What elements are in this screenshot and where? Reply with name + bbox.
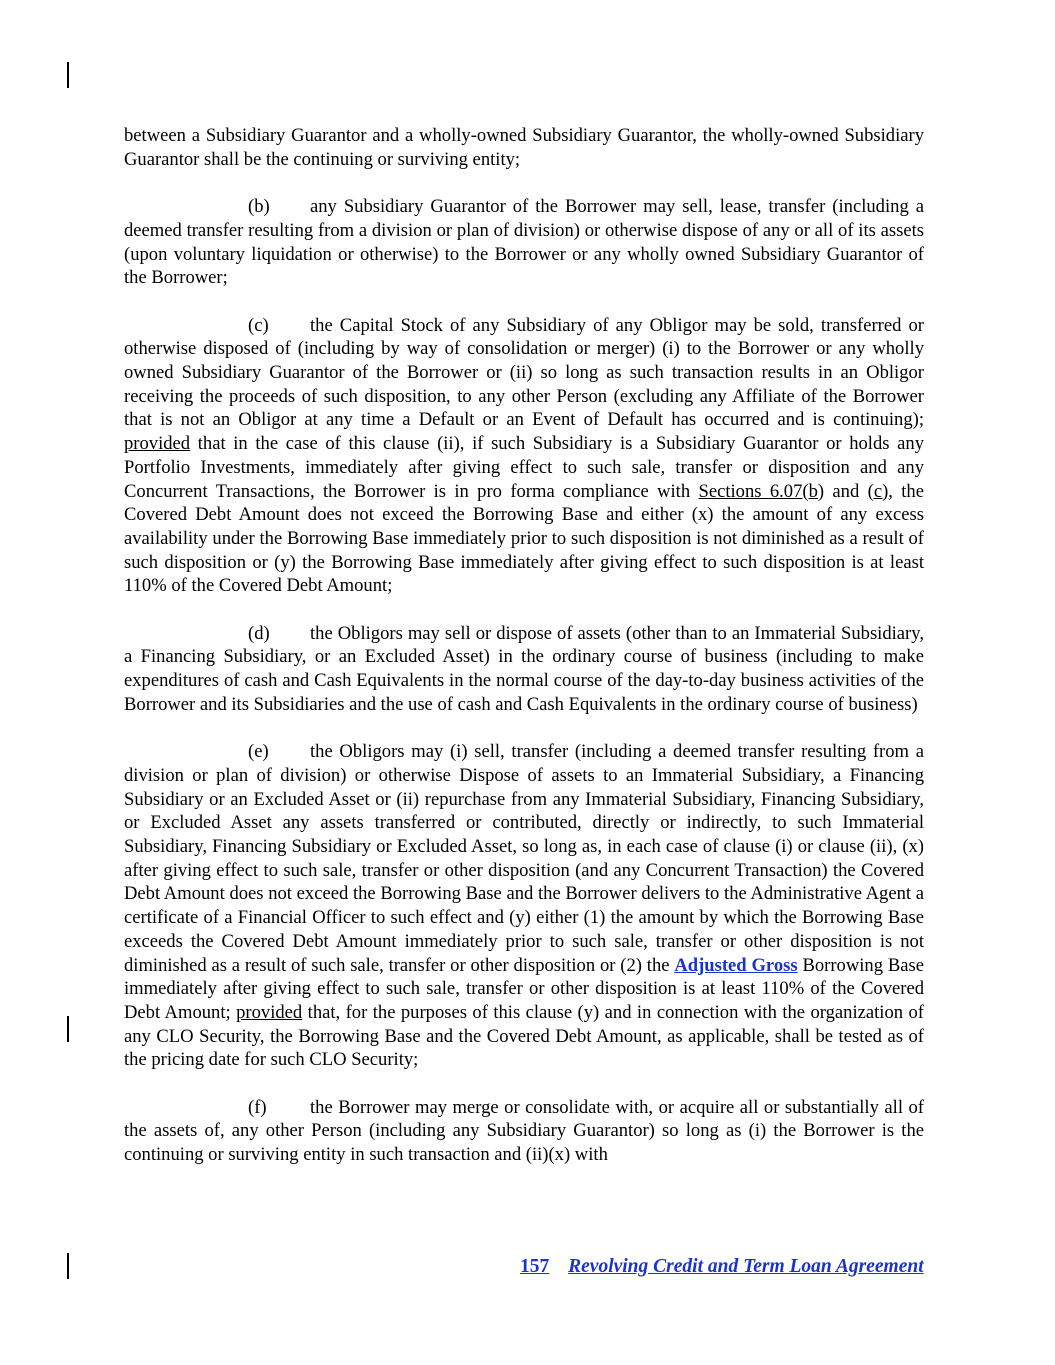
page-footer xyxy=(520,1256,924,1278)
provided-term: provided xyxy=(236,1001,303,1023)
document-body xyxy=(124,124,924,1191)
clause-text: any Subsidiary Guarantor of the Borrower may sell, lease, transfer (including a deemed transfer resulting from a division or plan of division) or otherwise dispose of any or all of its assets (upon voluntary liquidation or otherwise) to the Borrower or any wholly owned Subsidiary Guarantor of the Borrower; xyxy=(124,196,924,289)
clause-label: (d) xyxy=(248,622,270,644)
clause-d xyxy=(124,622,924,717)
clause-text: that, for the purposes of this clause (y) and in connection with the organization of any CLO Security, the Borrowing Base and the Covered Debt Amount, as applicable, shall be tested as of the pricing date for such CLO Security; xyxy=(124,1001,924,1071)
clause-text: , the Covered Debt Amount does not exceed the Borrowing Base and either (x) the amount of any excess availability under the Borrowing Base immediately prior to such disposition is not diminished as a result of such disposition or (y) the Borrowing Base immediately after giving effect to such disposition is at least 110% of the Covered Debt Amount; xyxy=(124,480,924,597)
section-reference: (c) xyxy=(867,480,889,502)
clause-e xyxy=(124,740,924,1072)
clause-label: (f) xyxy=(248,1096,267,1118)
clause-text: Borrowing Base immediately after giving effect to such sale, transfer or other disposition is at least 110% of the Covered Debt Amount; xyxy=(124,954,924,1023)
section-reference: Sections 6.07(b) xyxy=(698,480,825,502)
change-bar xyxy=(67,1016,69,1042)
clause-text: the Obligors may sell or dispose of assets (other than to an Immaterial Subsidiary, a Financing Subsidiary, or an Excluded Asset) in the ordinary course of business (including to make expenditures of cash and Cash Equivalents in the normal course of the day-to-day business activities of the Borrower and its Subsidiaries and the use of cash and Cash Equivalents in the ordinary course of business) xyxy=(124,622,924,715)
clause-c xyxy=(124,314,924,598)
clause-label: (b) xyxy=(248,196,270,218)
clause-text: the Obligors may (i) sell, transfer (including a deemed transfer resulting from a division or plan of division) or otherwise Dispose of assets to an Immaterial Subsidiary, a Financing Subsidiary or an Excluded Asset or (ii) repurchase from any Immaterial Subsidiary, Financing Subsidiary, or Excluded Asset any assets transferred or contributed, directly or indirectly, to such Immaterial Subsidiary, Financing Subsidiary or Excluded Asset, so long as, in each case of clause (i) or clause (ii), (x) after giving effect to such sale, transfer or other disposition (and any Concurrent Transaction) the Covered Debt Amount does not exceed the Borrowing Base and the Borrower delivers to the Administrative Agent a certificate of a Financial Officer to such effect and (y) either (1) the amount by which the Borrowing Base exceeds the Covered Debt Amount immediately prior to such sale, transfer or other disposition is not diminished as a result of such sale, transfer or other disposition or (2) the xyxy=(124,741,924,976)
change-bar xyxy=(67,1253,69,1279)
clause-text: and xyxy=(832,480,860,502)
page-number-link[interactable]: 157 xyxy=(520,1256,550,1277)
continuation-paragraph xyxy=(124,124,924,171)
provided-term: provided xyxy=(124,433,191,455)
change-bar xyxy=(67,62,69,88)
clause-text: the Borrower may merge or consolidate with, or acquire all or substantially all of the assets of, any other Person (including any Subsidiary Guarantor) so long as (i) the Borrower is the continuing or surviving entity in such transaction and (ii)(x) with xyxy=(124,1096,924,1166)
document-title-link[interactable]: Revolving Credit and Term Loan Agreement xyxy=(568,1256,924,1277)
clause-text: that in the case of this clause (ii), if such Subsidiary is a Subsidiary Guarantor or holds any Portfolio Investments, immediately after giving effect to such sale, transfer or disposition and any Concurrent Transactions, the Borrower is in pro forma compliance with xyxy=(124,433,924,502)
adjusted-gross-link[interactable]: Adjusted Gross xyxy=(674,954,798,976)
paragraph-text: between a Subsidiary Guarantor and a wholly-owned Subsidiary Guarantor, the wholly-owned Subsidiary Guarantor shall be the continuing or surviving entity; xyxy=(124,125,924,170)
clause-label: (c) xyxy=(248,314,269,336)
clause-label: (e) xyxy=(248,741,269,763)
clause-f xyxy=(124,1096,924,1167)
clause-text: the Capital Stock of any Subsidiary of any Obligor may be sold, transferred or otherwise disposed of (including by way of consolidation or merger) (i) to the Borrower or any wholly owned Subsidiary Guarantor of the Borrower or (ii) so long as such transaction results in an Obligor receiving the proceeds of such disposition, to any other Person (excluding any Affiliate of the Borrower that is not an Obligor at any time a Default or an Event of Default has occurred and is continuing); xyxy=(124,314,924,431)
clause-b xyxy=(124,195,924,290)
